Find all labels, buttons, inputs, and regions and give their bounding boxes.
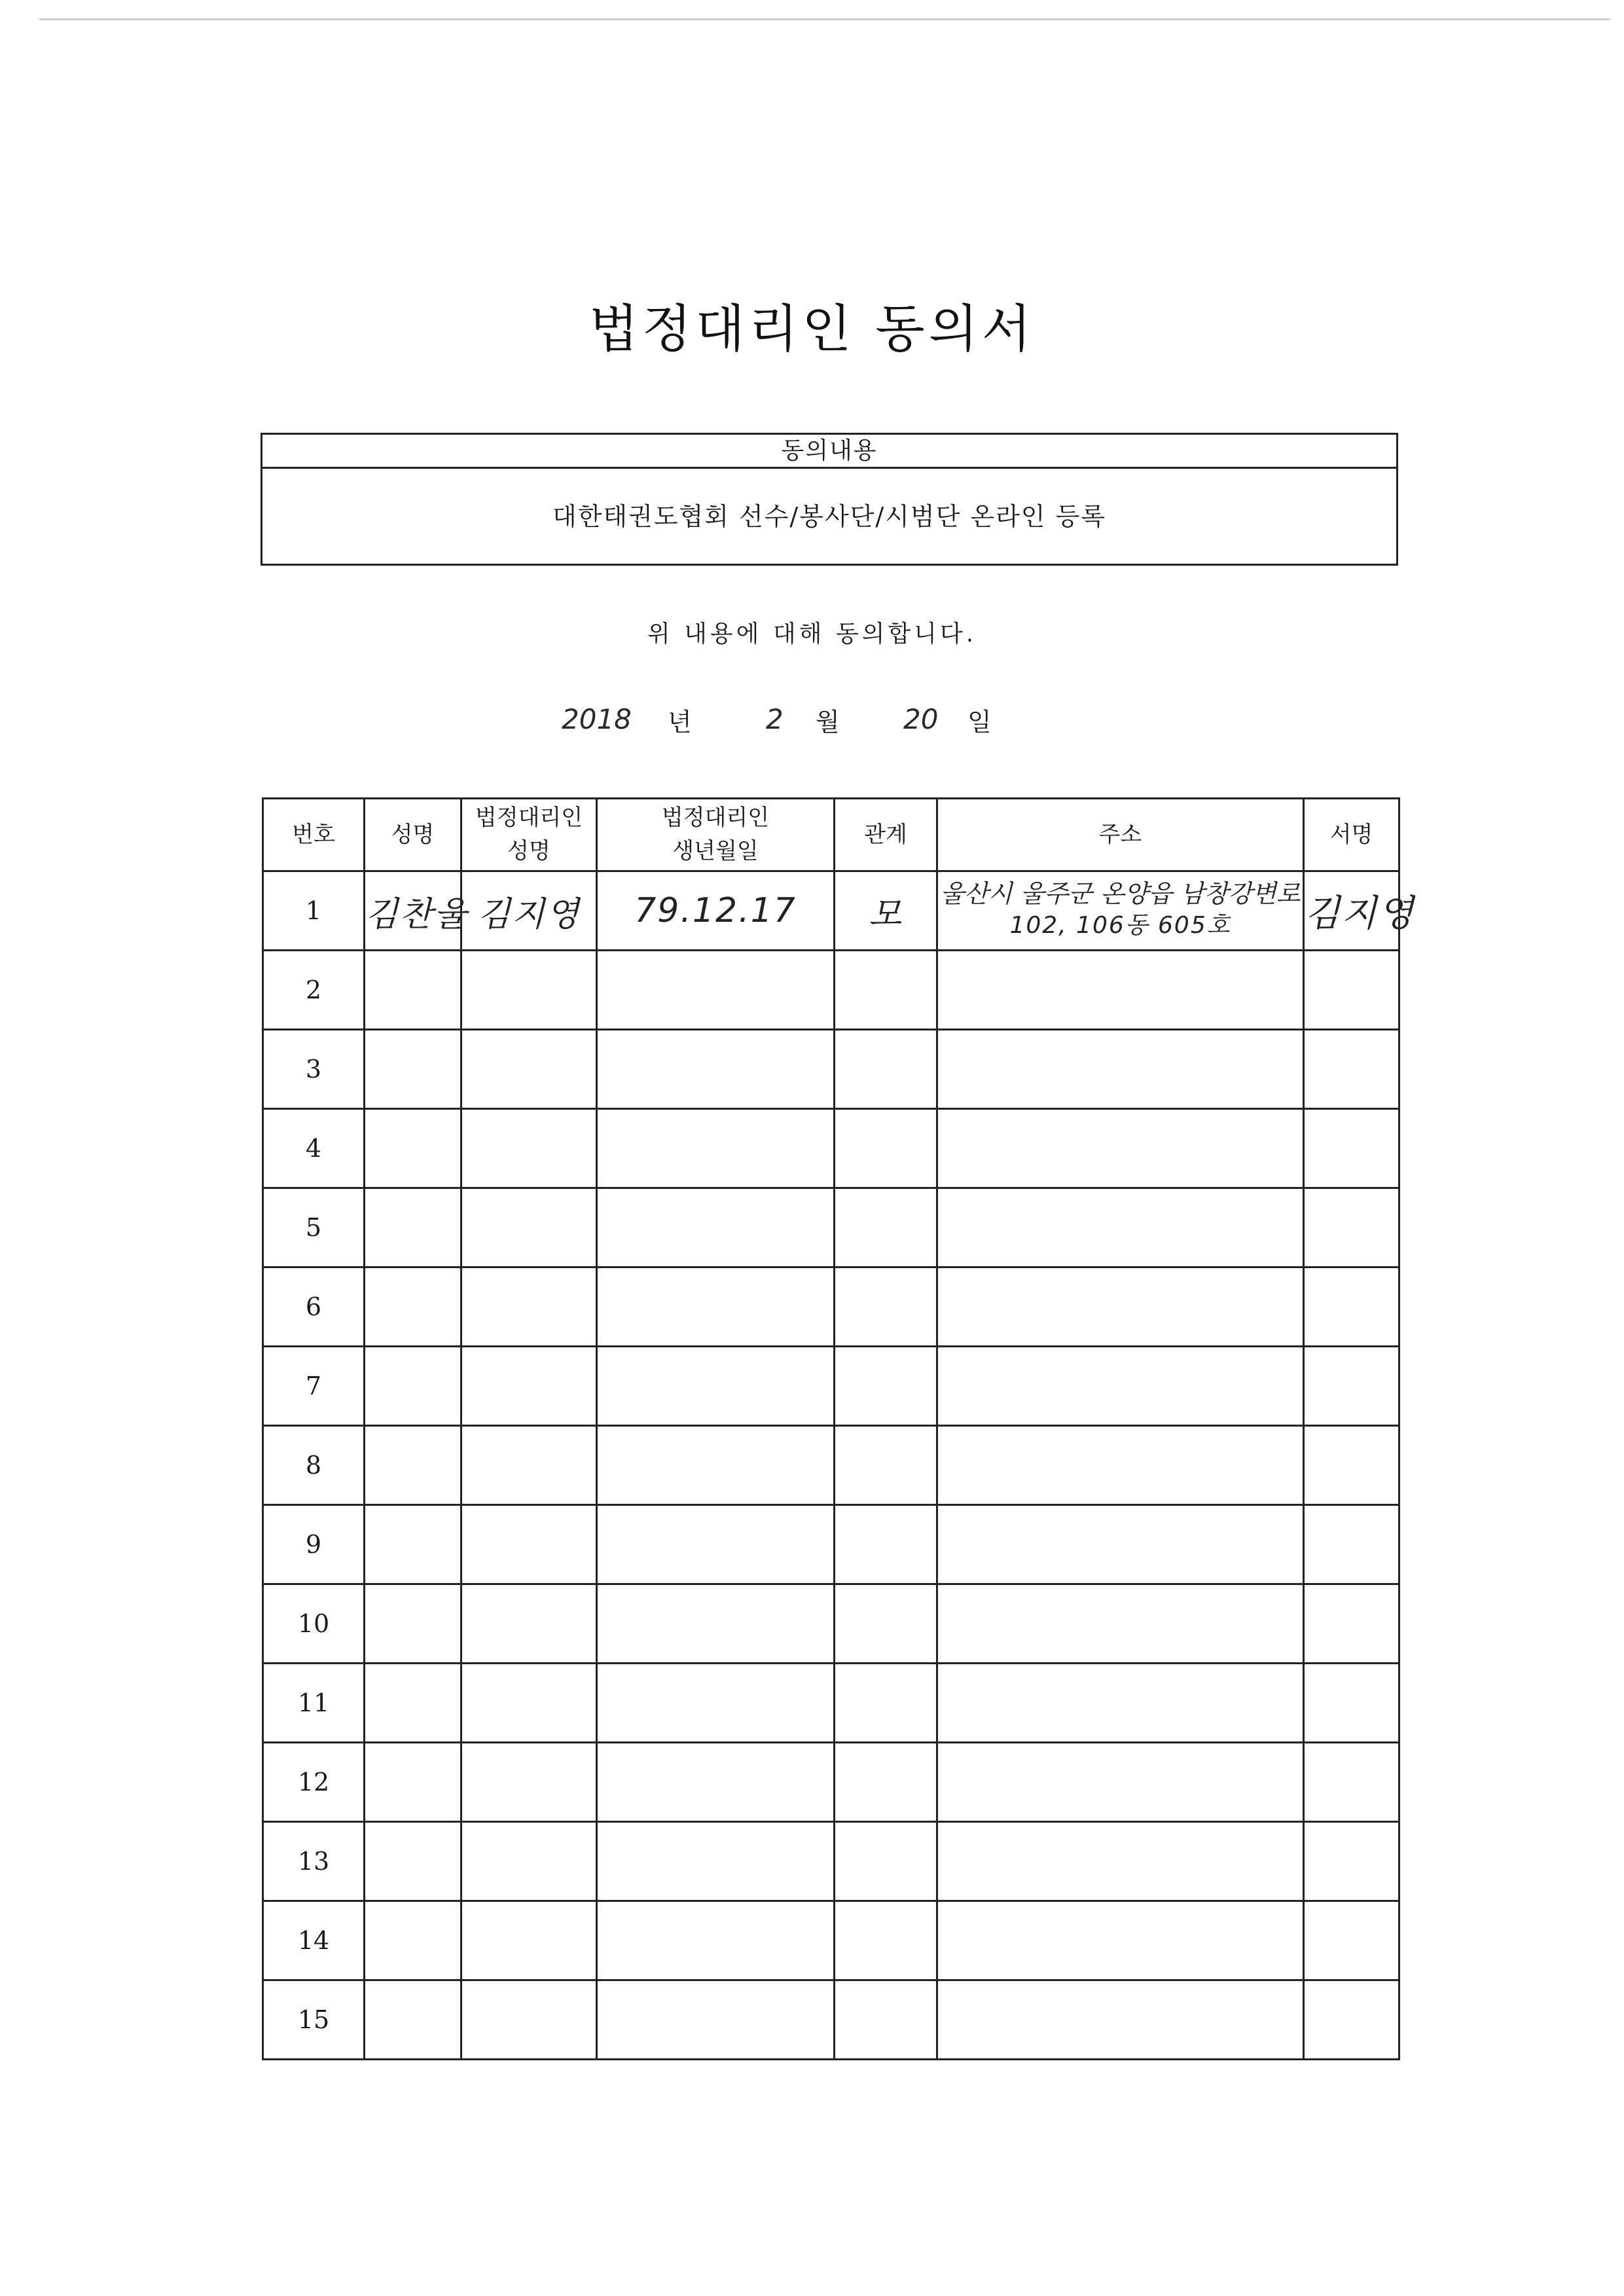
row-address xyxy=(937,1505,1304,1584)
row-address xyxy=(937,1743,1304,1822)
header-guardian-name xyxy=(461,799,597,871)
consent-header: 동의내용 xyxy=(262,435,1396,469)
row-name xyxy=(365,1030,461,1109)
row-number: 4 xyxy=(263,1109,365,1188)
row-guardian-name xyxy=(461,1188,597,1267)
row-guardian-birth xyxy=(597,1426,835,1505)
row-guardian-birth xyxy=(597,1584,835,1664)
row-relation xyxy=(835,1980,937,2060)
row-signature xyxy=(1304,1664,1399,1743)
row-address xyxy=(937,1901,1304,1980)
table-row xyxy=(263,1109,1399,1188)
header-relation: 관계 xyxy=(835,799,937,871)
table-row xyxy=(263,1901,1399,1980)
row-number: 10 xyxy=(263,1584,365,1664)
table-row xyxy=(263,1822,1399,1901)
row-number: 3 xyxy=(263,1030,365,1109)
row-address xyxy=(937,1188,1304,1267)
row-number: 14 xyxy=(263,1901,365,1980)
agreement-statement: 위 내용에 대해 동의합니다. xyxy=(647,621,977,647)
row-name xyxy=(365,1267,461,1347)
row-name xyxy=(365,1109,461,1188)
date-month-unit: 월 xyxy=(816,708,840,737)
header-guardian-name-line1: 법정대리인 xyxy=(475,805,583,831)
row-guardian-birth xyxy=(597,1822,835,1901)
header-signature: 서명 xyxy=(1304,799,1399,871)
row-address xyxy=(937,1980,1304,2060)
row-name xyxy=(365,951,461,1030)
row-name xyxy=(365,1901,461,1980)
row-guardian-name xyxy=(461,1584,597,1664)
table-row xyxy=(263,871,1399,951)
row-guardian-birth xyxy=(597,1188,835,1267)
date-year-unit: 년 xyxy=(668,708,692,737)
header-guardian-birth-line2: 생년월일 xyxy=(672,838,759,864)
row-relation xyxy=(835,1267,937,1347)
row-relation xyxy=(835,1188,937,1267)
guardian-roster-table xyxy=(262,797,1415,2060)
table-row xyxy=(263,1664,1399,1743)
row-guardian-name xyxy=(461,1109,597,1188)
row-name xyxy=(365,871,468,951)
date-month: 2 xyxy=(766,703,784,735)
row-guardian-name xyxy=(461,1505,597,1584)
row-number: 7 xyxy=(263,1347,365,1426)
row-guardian-name xyxy=(461,1743,597,1822)
row-signature xyxy=(1304,1980,1399,2060)
row-guardian-birth xyxy=(597,1901,835,1980)
row-address xyxy=(937,1426,1304,1505)
row-name xyxy=(365,1347,461,1426)
table-row xyxy=(263,1426,1399,1505)
row-relation xyxy=(835,871,937,951)
row-signature xyxy=(1304,1743,1399,1822)
row-number: 9 xyxy=(263,1505,365,1584)
row-guardian-name xyxy=(461,871,597,951)
row-relation xyxy=(835,1901,937,1980)
handwritten-address-line2: 102, 106동 605호 xyxy=(1009,912,1231,939)
date-day: 20 xyxy=(903,703,939,735)
row-relation xyxy=(835,1030,937,1109)
row-signature xyxy=(1304,1267,1399,1347)
row-address xyxy=(937,951,1304,1030)
row-signature xyxy=(1304,1347,1399,1426)
table-row xyxy=(263,1347,1399,1426)
row-signature xyxy=(1304,1584,1399,1664)
row-guardian-name xyxy=(461,1980,597,2060)
header-guardian-birth xyxy=(597,799,835,871)
row-relation xyxy=(835,1347,937,1426)
row-number: 12 xyxy=(263,1743,365,1822)
row-address xyxy=(937,1584,1304,1664)
date-year: 2018 xyxy=(562,703,632,735)
row-relation xyxy=(835,1426,937,1505)
row-name xyxy=(365,1743,461,1822)
header-number: 번호 xyxy=(263,799,365,871)
row-address xyxy=(937,1030,1304,1109)
row-guardian-birth xyxy=(597,1980,835,2060)
row-name xyxy=(365,1505,461,1584)
row-signature xyxy=(1304,1822,1399,1901)
row-name xyxy=(365,1426,461,1505)
table-row xyxy=(263,1584,1399,1664)
handwritten-address-line1: 울산시 울주군 온양읍 남창강변로 xyxy=(940,879,1301,908)
row-number: 2 xyxy=(263,951,365,1030)
row-guardian-birth xyxy=(597,1267,835,1347)
row-relation xyxy=(835,1584,937,1664)
consent-body: 대한태권도협회 선수/봉사단/시범단 온라인 등록 xyxy=(552,502,1106,531)
handwritten-signature: 김지영 xyxy=(1305,892,1415,935)
header-guardian-name-line2: 성명 xyxy=(507,838,550,864)
row-signature xyxy=(1304,1426,1399,1505)
row-address xyxy=(937,1347,1304,1426)
header-guardian-birth-line1: 법정대리인 xyxy=(661,805,770,831)
row-guardian-name xyxy=(461,1347,597,1426)
handwritten-relation: 모 xyxy=(868,894,903,934)
row-number: 1 xyxy=(263,871,365,951)
table-row xyxy=(263,951,1399,1030)
handwritten-guardian-name: 김지영 xyxy=(477,894,581,934)
table-row xyxy=(263,1505,1399,1584)
row-guardian-birth xyxy=(597,1743,835,1822)
row-number: 15 xyxy=(263,1980,365,2060)
row-relation xyxy=(835,1505,937,1584)
table-row xyxy=(263,1980,1399,2060)
row-guardian-name xyxy=(461,1030,597,1109)
row-name xyxy=(365,1584,461,1664)
row-address xyxy=(937,1822,1304,1901)
row-guardian-name xyxy=(461,1664,597,1743)
row-signature xyxy=(1304,1109,1399,1188)
row-signature xyxy=(1304,871,1415,951)
row-relation xyxy=(835,1664,937,1743)
handwritten-name: 김찬울 xyxy=(365,894,468,934)
row-number: 8 xyxy=(263,1426,365,1505)
row-address xyxy=(937,871,1304,951)
row-relation xyxy=(835,1109,937,1188)
row-name xyxy=(365,1980,461,2060)
row-signature xyxy=(1304,1030,1399,1109)
row-guardian-name xyxy=(461,1426,597,1505)
row-guardian-name xyxy=(461,1822,597,1901)
row-signature xyxy=(1304,1901,1399,1980)
document-title: 법정대리인 동의서 xyxy=(588,300,1036,359)
row-guardian-birth xyxy=(597,871,835,951)
row-guardian-birth xyxy=(597,1109,835,1188)
row-number: 5 xyxy=(263,1188,365,1267)
row-number: 13 xyxy=(263,1822,365,1901)
date-day-unit: 일 xyxy=(967,708,992,737)
table-row xyxy=(263,1188,1399,1267)
row-signature xyxy=(1304,1505,1399,1584)
handwritten-guardian-birth: 79.12.17 xyxy=(634,891,797,930)
row-relation xyxy=(835,951,937,1030)
row-guardian-name xyxy=(461,1267,597,1347)
date-line xyxy=(556,694,1146,746)
row-address xyxy=(937,1109,1304,1188)
row-guardian-birth xyxy=(597,1347,835,1426)
row-name xyxy=(365,1822,461,1901)
row-guardian-birth xyxy=(597,1030,835,1109)
table-row xyxy=(263,1030,1399,1109)
table-row xyxy=(263,1743,1399,1822)
row-relation xyxy=(835,1743,937,1822)
row-name xyxy=(365,1188,461,1267)
row-relation xyxy=(835,1822,937,1901)
table-row xyxy=(263,1267,1399,1347)
consent-box xyxy=(261,433,1398,566)
row-signature xyxy=(1304,1188,1399,1267)
row-guardian-birth xyxy=(597,1664,835,1743)
row-guardian-name xyxy=(461,951,597,1030)
row-signature xyxy=(1304,951,1399,1030)
row-guardian-birth xyxy=(597,951,835,1030)
row-address xyxy=(937,1267,1304,1347)
row-guardian-birth xyxy=(597,1505,835,1584)
row-number: 6 xyxy=(263,1267,365,1347)
row-guardian-name xyxy=(461,1901,597,1980)
row-number: 11 xyxy=(263,1664,365,1743)
header-address: 주소 xyxy=(937,799,1304,871)
row-address xyxy=(937,1664,1304,1743)
header-name: 성명 xyxy=(365,799,461,871)
scan-edge-line xyxy=(39,18,1610,20)
table-header-row xyxy=(263,799,1399,871)
row-name xyxy=(365,1664,461,1743)
